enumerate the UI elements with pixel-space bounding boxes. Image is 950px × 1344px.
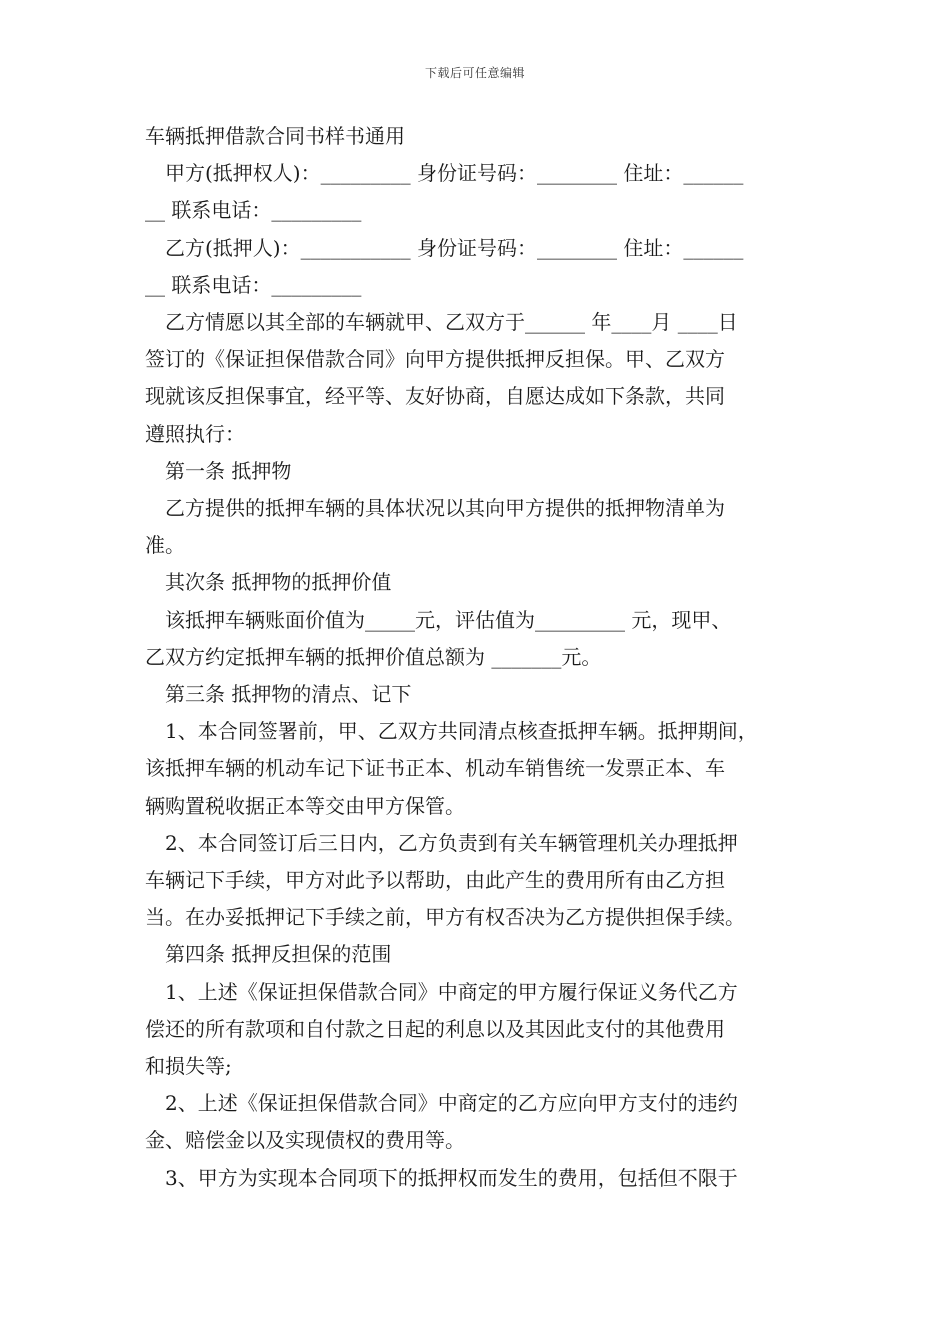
article-heading: 其次条 抵押物的抵押价值	[165, 570, 392, 595]
text-line: 该抵押车辆的机动车记下证书正本、机动车销售统一发票正本、车	[145, 756, 725, 781]
text-line: 签订的《保证担保借款合同》向甲方提供抵押反担保。甲、乙双方	[145, 347, 725, 372]
text-line: 偿还的所有款项和自付款之日起的利息以及其因此支付的其他费用	[145, 1016, 725, 1041]
text-line: 1、本合同签署前，甲、乙双方共同清点核查抵押车辆。抵押期间，	[165, 719, 758, 744]
text-line: 该抵押车辆账面价值为_____元，评估值为_________ 元，现甲、	[165, 607, 732, 632]
article-heading: 第三条 抵押物的清点、记下	[165, 682, 412, 707]
text-line: 准。	[145, 533, 185, 558]
party-a-phone-line: __ 联系电话：_________	[145, 198, 362, 223]
text-line: 1、上述《保证担保借款合同》中商定的甲方履行保证义务代乙方	[165, 979, 738, 1004]
article-heading: 第一条 抵押物	[165, 458, 292, 483]
article-heading: 第四条 抵押反担保的范围	[165, 942, 392, 967]
text-line: 车辆记下手续，甲方对此予以帮助，由此产生的费用所有由乙方担	[145, 868, 725, 893]
text-line: 辆购置税收据正本等交由甲方保管。	[145, 793, 465, 818]
document-title: 车辆抵押借款合同书样书通用	[145, 124, 405, 148]
party-b-phone-line: __ 联系电话：_________	[145, 272, 362, 297]
party-a-line: 甲方(抵押权人)：_________ 身份证号码：________ 住址：______	[165, 161, 744, 186]
text-line: 遵照执行：	[145, 421, 245, 446]
text-line: 2、上述《保证担保借款合同》中商定的乙方应向甲方支付的违约	[165, 1091, 738, 1116]
text-line: 和损失等;	[145, 1054, 232, 1079]
text-line: 现就该反担保事宜，经平等、友好协商，自愿达成如下条款，共同	[145, 384, 725, 409]
text-line: 乙双方约定抵押车辆的抵押价值总额为 _______元。	[145, 644, 602, 669]
document-body	[145, 118, 810, 1197]
text-line: 3、甲方为实现本合同项下的抵押权而发生的费用，包括但不限于	[165, 1165, 738, 1190]
text-line: 乙方提供的抵押车辆的具体状况以其向甲方提供的抵押物清单为	[165, 496, 725, 521]
page-header: 下载后可任意编辑	[424, 66, 525, 80]
text-line: 乙方情愿以其全部的车辆就甲、乙双方于______ 年____月 ____日	[165, 310, 738, 335]
party-b-line: 乙方(抵押人)：___________ 身份证号码：________ 住址：______	[165, 235, 744, 260]
text-line: 当。在办妥抵押记下手续之前，甲方有权否决为乙方提供担保手续。	[145, 905, 745, 930]
text-line: 2、本合同签订后三日内，乙方负责到有关车辆管理机关办理抵押	[165, 830, 738, 855]
text-line: 金、赔偿金以及实现债权的费用等。	[145, 1128, 465, 1153]
